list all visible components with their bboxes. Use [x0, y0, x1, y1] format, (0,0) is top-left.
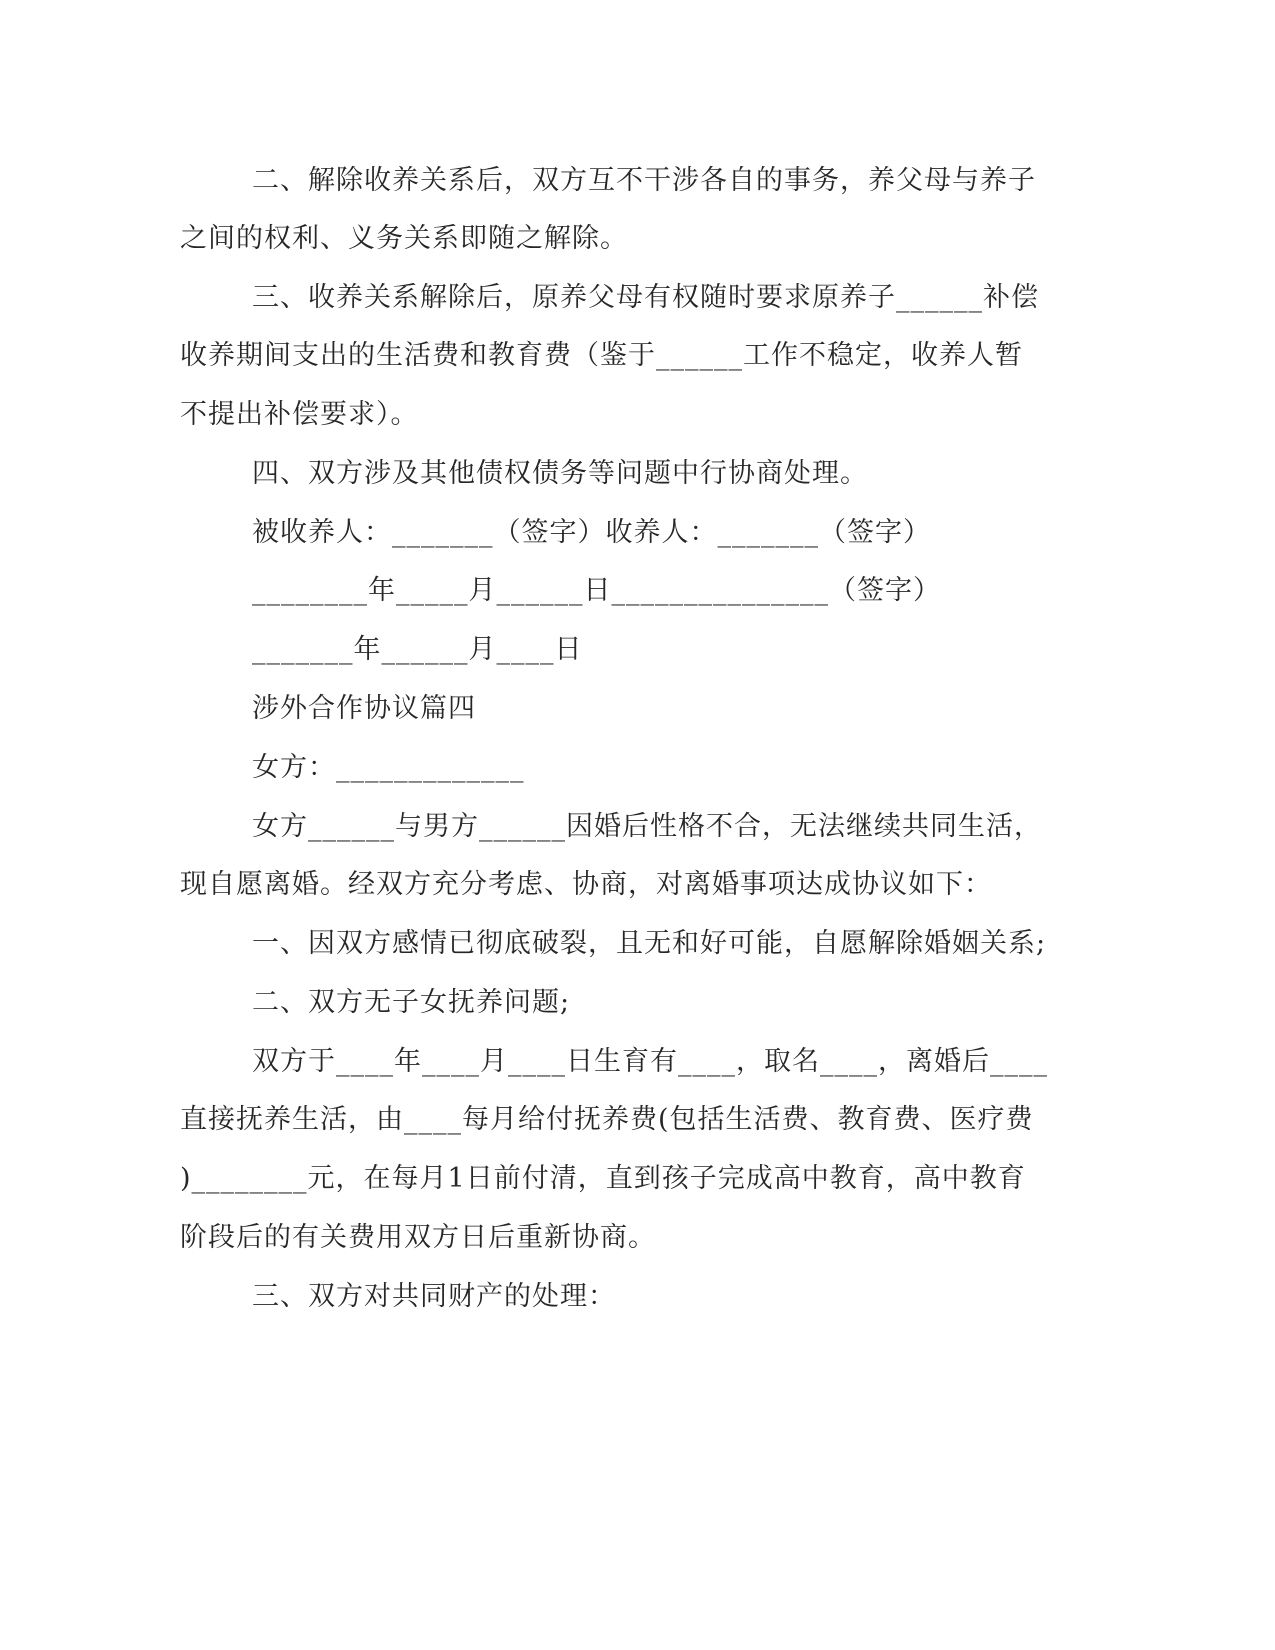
text-line: 三、收养关系解除后，原养父母有权随时要求原养子______补偿	[252, 282, 1039, 313]
text-line: 不提出补偿要求）。	[180, 399, 419, 430]
party-line: 女方：_____________	[252, 752, 525, 783]
text-line: 直接抚养生活，由____每月给付抚养费(包括生活费、教育费、医疗费	[180, 1104, 1034, 1135]
section-heading: 涉外合作协议篇四	[252, 693, 476, 724]
text-line: 二、双方无子女抚养问题;	[252, 987, 571, 1018]
signature-line: 被收养人：_______（签字）收养人：_______（签字）	[252, 517, 931, 548]
text-line: 阶段后的有关费用双方日后重新协商。	[180, 1222, 656, 1253]
text-line: 四、双方涉及其他债权债务等问题中行协商处理。	[252, 458, 868, 489]
text-line: 之间的权利、义务关系即随之解除。	[180, 223, 628, 254]
text-line: 三、双方对共同财产的处理：	[252, 1281, 616, 1312]
text-line: 女方______与男方______因婚后性格不合，无法继续共同生活，	[252, 811, 1042, 842]
text-line: 双方于____年____月____日生育有____，取名____，离婚后____	[252, 1046, 1048, 1077]
text-line: )________元，在每月1日前付清，直到孩子完成高中教育，高中教育	[180, 1163, 1026, 1194]
date-line: ________年_____月______日_______________（签字）	[252, 575, 941, 606]
text-line: 现自愿离婚。经双方充分考虑、协商，对离婚事项达成协议如下：	[180, 869, 992, 900]
date-line: _______年______月____日	[252, 634, 583, 665]
text-line: 一、因双方感情已彻底破裂，且无和好可能，自愿解除婚姻关系;	[252, 928, 1047, 959]
text-line: 二、解除收养关系后，双方互不干涉各自的事务，养父母与养子	[252, 165, 1036, 196]
text-line: 收养期间支出的生活费和教育费（鉴于______工作不稳定，收养人暂	[180, 340, 1023, 371]
